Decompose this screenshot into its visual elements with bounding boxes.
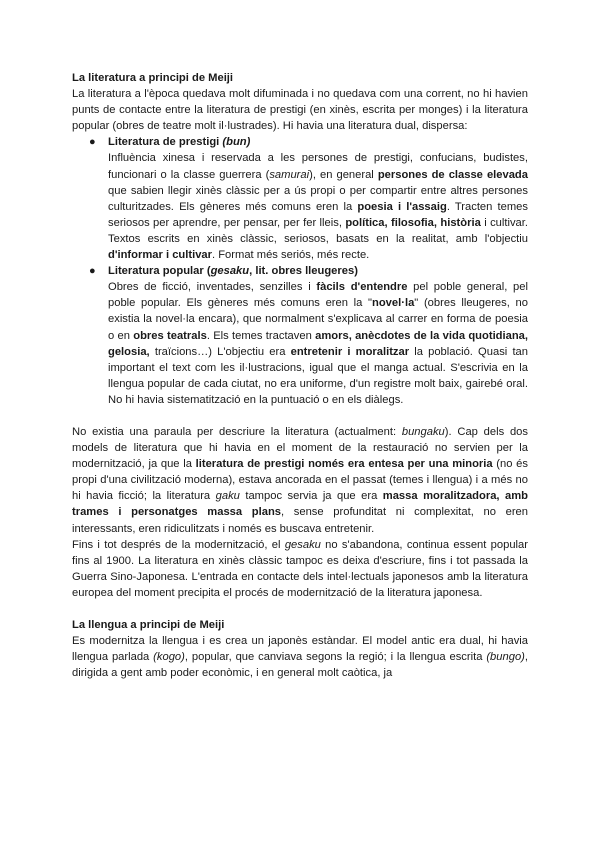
list-item-prestige-literature xyxy=(72,134,528,263)
text-run: Influència xinesa i reservada a les persones de prestigi, confucians, budistes, funcionari o la classe guerrera ( xyxy=(108,152,528,181)
italic-text-run: bungaku xyxy=(401,425,445,438)
text-run: Es modernitza la llengua i es crea un japonès estàndar. El model antic era dual, hi havia llengua parlada xyxy=(72,635,528,664)
text-run: que sabien llegir xinès clàssic per a ús propi o per compartir entre altres persones culturitzades. Els gèneres més comuns eren la xyxy=(108,184,528,213)
italic-text-run: (bungo) xyxy=(486,651,525,664)
italic-text-run: gaku xyxy=(215,490,240,503)
text-run: Literatura de prestigi xyxy=(108,136,223,149)
italic-text-run: gesaku xyxy=(210,265,250,278)
text-run: . Els temes tractaven xyxy=(206,329,316,342)
list-item-popular-literature xyxy=(72,263,528,408)
bold-text-run: literatura de prestigi només era entesa per una minoria xyxy=(195,458,493,471)
text-run: , sense profunditat ni complexitat, no eren interessants, eren ridiculitzats i només es buscava entretenir. xyxy=(72,506,528,535)
bold-text-run: persones de classe elevada xyxy=(377,168,528,181)
text-run: No existia una paraula per descriure la literatura (actualment: xyxy=(72,425,402,438)
bold-text-run: massa moralitzadora, amb trames i personatges massa plans xyxy=(72,490,529,519)
text-run: pel poble general, pel poble popular. Els gèneres més comuns eren la " xyxy=(108,281,528,310)
text-run: , dirigida a gent amb poder econòmic, i en general molt caòtica, ja xyxy=(72,651,528,680)
text-run: . Format més seriós, més recte. xyxy=(212,249,370,262)
text-run: . Tracten temes seriosos per aprendre, per pensar, per fer lleis, xyxy=(108,200,528,229)
text-run: , popular, que canviava segons la regió; i la llengua escrita xyxy=(184,651,487,664)
text-run: i cultivar. Textos escrits en xinès clàssic, seriosos, basats en la realitat, amb l'objectiu xyxy=(108,216,528,245)
bold-text-run: política, filosofia, història xyxy=(345,216,481,229)
bold-text-run: novel·la xyxy=(372,297,415,310)
list-item-title xyxy=(108,134,528,150)
text-run: Fins i tot després de la modernització, el xyxy=(72,538,285,551)
paragraph-after-modernization xyxy=(72,537,528,601)
bold-text-run: amors, anècdotes de la vida quotidiana, gelosia, xyxy=(108,329,529,358)
text-run: ). Cap dels dos models de literatura que hi havia en el moment de la restauració no servien per la modernització, ja que la xyxy=(72,425,528,471)
paragraph-language-modernization xyxy=(72,633,528,681)
section-heading-literature: La literatura a principi de Meiji xyxy=(72,72,234,84)
list-item-title xyxy=(108,263,528,279)
bold-text-run: entretenir i moralitzar xyxy=(290,345,410,358)
bold-text-run: obres teatrals xyxy=(133,329,207,342)
list-item-body xyxy=(108,279,528,408)
text-run: , lit. obres lleugeres) xyxy=(249,265,358,278)
literature-types-list xyxy=(72,134,528,408)
bullet-icon: ● xyxy=(89,136,96,149)
italic-text-run: (kogo) xyxy=(153,651,185,664)
text-run: " (obres lleugeres, no existia la novel·la encara), que normalment s'explicava al carrer en forma de poesia o en xyxy=(108,297,528,342)
section-heading-language: La llengua a principi de Meiji xyxy=(72,619,225,631)
paragraph-intro xyxy=(72,86,528,134)
italic-text-run: samurai xyxy=(269,168,310,181)
italic-text-run: gesaku xyxy=(284,538,321,551)
list-item-body xyxy=(108,150,528,263)
document-body xyxy=(72,70,528,681)
bold-text-run: fàcils d'entendre xyxy=(316,281,408,294)
text-run: (no és propi d'una civilització moderna), estava ancorada en el passat (temes i llengua) i a més no hi havia ficció; la literatura xyxy=(72,458,528,503)
text-run: La literatura a l'època quedava molt difuminada i no quedava com una corrent, no hi havien punts de contacte entre la literatura de prestigi (en xinès, escrita per monges) i la literatura popular (obres de teatre molt il·lustrades). Hi havia una literatura dual, dispersa: xyxy=(72,88,528,133)
text-run: Literatura popular ( xyxy=(108,265,211,278)
section-language xyxy=(72,617,528,681)
paragraph-no-word-for-literature xyxy=(72,424,528,537)
bold-text-run: poesia i l'assaig xyxy=(357,200,447,213)
bullet-icon: ● xyxy=(89,265,96,278)
text-run: no s'abandona, continua essent popular fins al 1900. La literatura en xinès clàssic tampoc es deixa d'escriure, fins i tot passada la Guerra Sino-Japonesa. L'entrada en contacte dels intel·lectuals japonesos amb la literatura europea del moment precipita el procés de modernització de la literatura japonesa. xyxy=(72,538,528,599)
text-run: traïcions…) L'objectiu era xyxy=(149,345,291,358)
text-run: tampoc servia ja que era xyxy=(239,490,383,503)
text-run: la població. Quasi tan important el text com les il·lustracions, igual que el manga actual. S'escrivia en la llengua popular de cada ciutat, no era uniforme, d'un registre molt baix, gairebé oral. No hi havia sistematització en la puntuació o en els diàlegs. xyxy=(108,345,528,406)
bold-text-run: d'informar i cultivar xyxy=(108,249,212,262)
italic-text-run: (bun) xyxy=(222,136,251,149)
text-run: ), en general xyxy=(309,168,378,181)
text-run: Obres de ficció, inventades, senzilles i xyxy=(108,281,317,294)
